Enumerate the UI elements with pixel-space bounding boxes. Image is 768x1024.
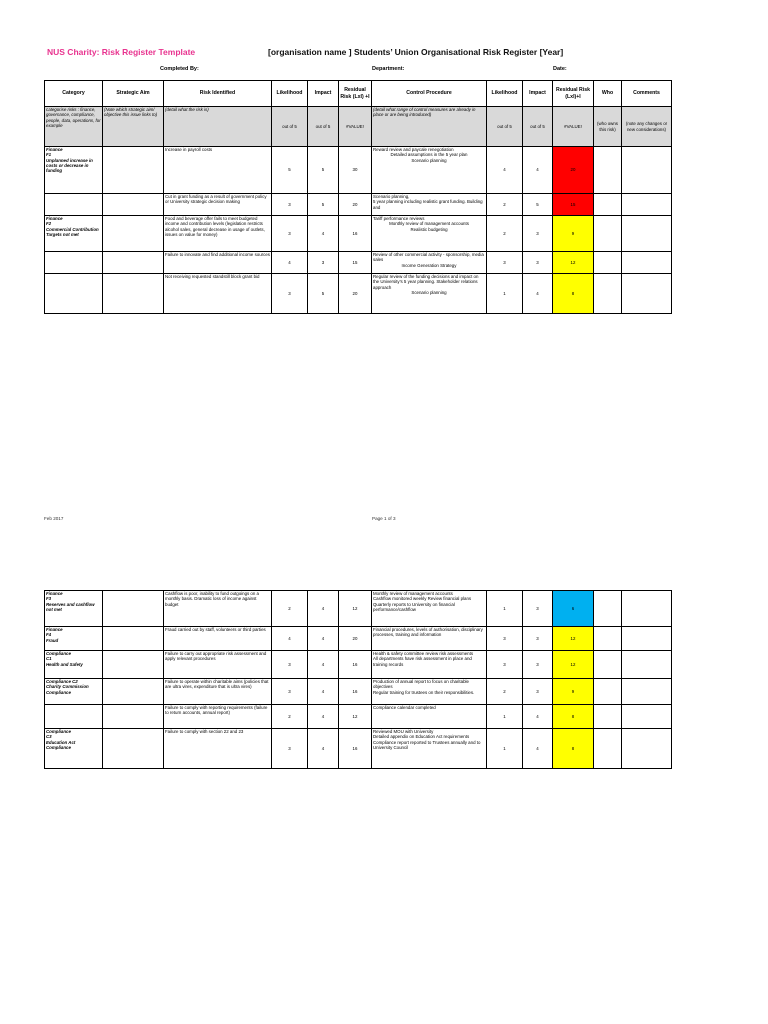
risk-cell: Increase in payroll costs bbox=[164, 147, 272, 194]
impact-2-cell: 3 bbox=[523, 252, 553, 274]
category-line: Education Act Compliance bbox=[46, 739, 76, 750]
category-line: Health and Safety bbox=[46, 661, 83, 667]
col-header-who: Who bbox=[594, 81, 622, 107]
col-header-likelihood-2: Likelihood bbox=[487, 81, 523, 107]
impact-2-cell: 5 bbox=[523, 194, 553, 216]
residual-risk-cell: 16 bbox=[339, 679, 372, 705]
likelihood-cell: 5 bbox=[272, 147, 308, 194]
control-procedure-cell bbox=[372, 252, 487, 274]
impact-cell: 4 bbox=[308, 651, 339, 679]
strategic-aim-cell bbox=[103, 627, 164, 651]
control-line: Financial procedures, levels of authorisation, disciplinary processes, training and information bbox=[373, 627, 483, 638]
control-line: 5 year planning including realistic grant funding. Building and bbox=[373, 199, 483, 210]
residual-risk-2-cell: 8 bbox=[553, 705, 594, 729]
likelihood-cell: 2 bbox=[272, 705, 308, 729]
residual-risk-cell: 20 bbox=[339, 274, 372, 314]
residual-risk-cell: 12 bbox=[339, 705, 372, 729]
control-line: Tariff performance reviews bbox=[373, 216, 425, 221]
likelihood-cell: 2 bbox=[272, 591, 308, 627]
residual-risk-2-cell: 8 bbox=[553, 274, 594, 314]
control-procedure-cell bbox=[372, 194, 487, 216]
guide-residual: #VALUE! bbox=[339, 107, 372, 147]
comments-cell bbox=[622, 651, 672, 679]
category-line: F3 bbox=[46, 596, 52, 602]
likelihood-cell: 4 bbox=[272, 252, 308, 274]
control-line: Regular training for trustees on their responsibilities. bbox=[373, 689, 475, 695]
who-cell bbox=[594, 627, 622, 651]
category-cell bbox=[45, 591, 103, 627]
guide-residual-2: #VALUE! bbox=[553, 107, 594, 147]
category-line: Finance bbox=[46, 591, 63, 596]
strategic-aim-cell bbox=[103, 147, 164, 194]
residual-risk-cell: 16 bbox=[339, 216, 372, 252]
impact-cell: 5 bbox=[308, 147, 339, 194]
impact-cell: 3 bbox=[308, 252, 339, 274]
control-line: Production of annual report to focus on charitable objectives bbox=[373, 679, 469, 690]
residual-risk-cell: 16 bbox=[339, 729, 372, 769]
who-cell bbox=[594, 147, 622, 194]
control-procedure-cell bbox=[372, 274, 487, 314]
control-line: Review of other commercial activity - sponsorship, media sales bbox=[373, 252, 484, 263]
category-line: Commercial Contribution Targets not met bbox=[46, 226, 99, 237]
likelihood-cell: 3 bbox=[272, 651, 308, 679]
likelihood-2-cell: 1 bbox=[487, 729, 523, 769]
strategic-aim-cell bbox=[103, 252, 164, 274]
who-cell bbox=[594, 651, 622, 679]
residual-risk-cell: 20 bbox=[339, 194, 372, 216]
impact-cell: 4 bbox=[308, 627, 339, 651]
guide-strategic-aim: (Note which strategic aim/ objective this issue links to) bbox=[103, 107, 164, 147]
table-row bbox=[45, 252, 672, 274]
control-line: Scenario planning bbox=[411, 289, 447, 295]
risk-cell: Cashflow is poor, inability to fund outgoings on a monthly basis. Dramatic loss of income against budget bbox=[164, 591, 272, 627]
residual-risk-2-cell: 6 bbox=[553, 591, 594, 627]
guide-likelihood: out of 5 bbox=[272, 107, 308, 147]
residual-risk-cell: 20 bbox=[339, 627, 372, 651]
comments-cell bbox=[622, 705, 672, 729]
comments-cell bbox=[622, 591, 672, 627]
likelihood-2-cell: 1 bbox=[487, 591, 523, 627]
strategic-aim-cell bbox=[103, 194, 164, 216]
residual-risk-2-cell: 9 bbox=[553, 216, 594, 252]
guide-impact: out of 5 bbox=[308, 107, 339, 147]
impact-2-cell: 4 bbox=[523, 705, 553, 729]
category-line: F1 bbox=[46, 152, 52, 158]
impact-2-cell: 3 bbox=[523, 651, 553, 679]
category-cell bbox=[45, 274, 103, 314]
template-title: NUS Charity: Risk Register Template bbox=[47, 47, 196, 57]
impact-2-cell: 3 bbox=[523, 216, 553, 252]
who-cell bbox=[594, 216, 622, 252]
category-cell bbox=[45, 679, 103, 705]
impact-2-cell: 3 bbox=[523, 679, 553, 705]
impact-2-cell: 4 bbox=[523, 729, 553, 769]
table-row bbox=[45, 216, 672, 252]
impact-2-cell: 3 bbox=[523, 591, 553, 627]
completed-by-label: Completed By: bbox=[160, 66, 199, 72]
comments-cell bbox=[622, 627, 672, 651]
control-line: Health & safety committee review risk assessments bbox=[373, 651, 474, 656]
residual-risk-2-cell: 12 bbox=[553, 651, 594, 679]
control-line: Compliance report reported to Trustees annually and to University Council bbox=[373, 739, 481, 750]
category-line: Compliance bbox=[46, 651, 71, 656]
likelihood-2-cell: 4 bbox=[487, 147, 523, 194]
likelihood-cell: 3 bbox=[272, 729, 308, 769]
category-cell bbox=[45, 147, 103, 194]
impact-cell: 4 bbox=[308, 591, 339, 627]
impact-cell: 4 bbox=[308, 729, 339, 769]
control-line: Regular review of the funding decisions and impact on the University’s 5 year planning. Stakeholder relations approach bbox=[373, 274, 479, 290]
column-header-row bbox=[45, 81, 672, 107]
guide-likelihood-2: out of 5 bbox=[487, 107, 523, 147]
residual-risk-cell: 15 bbox=[339, 252, 372, 274]
strategic-aim-cell bbox=[103, 216, 164, 252]
impact-cell: 4 bbox=[308, 216, 339, 252]
category-line: F4 bbox=[46, 632, 52, 638]
guide-comments: (note any changes or new considerations) bbox=[622, 107, 672, 147]
category-cell bbox=[45, 252, 103, 274]
category-line: Fraud bbox=[46, 637, 59, 643]
col-header-strategic-aim: Strategic Aim bbox=[103, 81, 164, 107]
department-label: Department: bbox=[372, 66, 405, 72]
impact-cell: 4 bbox=[308, 705, 339, 729]
strategic-aim-cell bbox=[103, 729, 164, 769]
likelihood-cell: 3 bbox=[272, 216, 308, 252]
likelihood-cell: 3 bbox=[272, 274, 308, 314]
category-line: Finance bbox=[46, 147, 63, 152]
table-row bbox=[45, 627, 672, 651]
table-row bbox=[45, 591, 672, 627]
guide-impact-2: out of 5 bbox=[523, 107, 553, 147]
control-line: All departments have risk assessment in place and training records bbox=[373, 656, 472, 667]
control-line: Detailed appendix on Education Act requirements bbox=[373, 734, 470, 740]
likelihood-2-cell: 3 bbox=[487, 651, 523, 679]
col-header-likelihood: Likelihood bbox=[272, 81, 308, 107]
col-header-residual-risk: Residual Risk (LxI) +I bbox=[339, 81, 372, 107]
control-procedure-cell bbox=[372, 679, 487, 705]
table-row bbox=[45, 729, 672, 769]
control-line: Realistic budgeting bbox=[410, 226, 448, 232]
impact-2-cell: 4 bbox=[523, 274, 553, 314]
category-cell bbox=[45, 216, 103, 252]
who-cell bbox=[594, 252, 622, 274]
col-header-residual-risk-2: Residual Risk (LxI)+I bbox=[553, 81, 594, 107]
control-line: Reward review and paycale renegotiation bbox=[373, 147, 454, 152]
register-title: [organisation name ] Students’ Union Organisational Risk Register [Year] bbox=[268, 47, 564, 57]
category-line: C3 bbox=[46, 734, 52, 740]
footer-page-number: Page 1 of 3 bbox=[372, 516, 396, 521]
comments-cell bbox=[622, 274, 672, 314]
control-procedure-cell bbox=[372, 627, 487, 651]
strategic-aim-cell bbox=[103, 591, 164, 627]
table-row bbox=[45, 651, 672, 679]
impact-cell: 5 bbox=[308, 274, 339, 314]
who-cell bbox=[594, 729, 622, 769]
col-header-impact: Impact bbox=[308, 81, 339, 107]
control-line: Quarterly reports to University on financial performance/cashflow bbox=[373, 601, 455, 612]
strategic-aim-cell bbox=[103, 651, 164, 679]
control-line: Monthly review of management accounts bbox=[373, 591, 453, 596]
category-line: C1 bbox=[46, 656, 52, 662]
residual-risk-2-cell: 15 bbox=[553, 194, 594, 216]
col-header-comments: Comments bbox=[622, 81, 672, 107]
control-line: Scenario planning bbox=[411, 157, 447, 163]
col-header-control-procedure: Control Procedure bbox=[372, 81, 487, 107]
category-line: Finance bbox=[46, 216, 63, 221]
likelihood-2-cell: 2 bbox=[487, 679, 523, 705]
who-cell bbox=[594, 274, 622, 314]
likelihood-2-cell: 1 bbox=[487, 705, 523, 729]
guide-who: (who owns this risk) bbox=[594, 107, 622, 147]
risk-register-table-page2 bbox=[44, 590, 672, 769]
strategic-aim-cell bbox=[103, 679, 164, 705]
col-header-category: Category bbox=[45, 81, 103, 107]
category-cell bbox=[45, 729, 103, 769]
category-line: Compliance C2 bbox=[46, 679, 78, 684]
table-row bbox=[45, 679, 672, 705]
category-line: F2 bbox=[46, 221, 52, 227]
category-cell bbox=[45, 194, 103, 216]
who-cell bbox=[594, 679, 622, 705]
comments-cell bbox=[622, 216, 672, 252]
residual-risk-cell: 30 bbox=[339, 147, 372, 194]
date-label: Date: bbox=[553, 66, 567, 72]
impact-2-cell: 3 bbox=[523, 627, 553, 651]
control-line: Cashflow monitored weekly Review financial plans bbox=[373, 596, 472, 602]
residual-risk-2-cell: 9 bbox=[553, 679, 594, 705]
likelihood-2-cell: 3 bbox=[487, 252, 523, 274]
likelihood-cell: 3 bbox=[272, 194, 308, 216]
risk-cell: Failure to comply with section 22 and 23 bbox=[164, 729, 272, 769]
likelihood-2-cell: 2 bbox=[487, 194, 523, 216]
control-line: Detailed assumptions in the 5 year plan bbox=[390, 152, 468, 158]
risk-cell: Cut in grant funding as a result of government policy or University strategic decision making bbox=[164, 194, 272, 216]
control-procedure-cell bbox=[372, 591, 487, 627]
impact-2-cell: 4 bbox=[523, 147, 553, 194]
risk-cell: Failure to comply with reporting requirements (failure to return accounts, annual report) bbox=[164, 705, 272, 729]
control-line: Income Generation Strategy bbox=[401, 262, 457, 268]
control-line: Monthly review of management accounts bbox=[389, 221, 469, 227]
guide-category: categorise risks : finance, governance, compliance, people, data, operations, for example bbox=[45, 107, 103, 147]
table-row bbox=[45, 274, 672, 314]
footer-date: Feb 2017 bbox=[44, 516, 64, 521]
category-cell bbox=[45, 651, 103, 679]
comments-cell bbox=[622, 679, 672, 705]
impact-cell: 4 bbox=[308, 679, 339, 705]
residual-risk-2-cell: 12 bbox=[553, 252, 594, 274]
risk-cell: Food and beverage offer fails to meet budgeted income and contribution levels (legislation restricts alcohol sales, general decrease in usage of outlets, issues on value for money) bbox=[164, 216, 272, 252]
control-line: Scenario planning, bbox=[373, 194, 410, 199]
control-procedure-cell bbox=[372, 216, 487, 252]
control-procedure-cell bbox=[372, 651, 487, 679]
likelihood-2-cell: 2 bbox=[487, 216, 523, 252]
comments-cell bbox=[622, 729, 672, 769]
likelihood-cell: 3 bbox=[272, 679, 308, 705]
risk-register-table-page1 bbox=[44, 80, 672, 314]
category-cell bbox=[45, 627, 103, 651]
col-header-risk-identified: Risk Identified bbox=[164, 81, 272, 107]
category-line: Reserves and cashflow not met bbox=[46, 601, 95, 612]
table-row bbox=[45, 147, 672, 194]
residual-risk-cell: 12 bbox=[339, 591, 372, 627]
comments-cell bbox=[622, 194, 672, 216]
who-cell bbox=[594, 705, 622, 729]
likelihood-cell: 4 bbox=[272, 627, 308, 651]
category-line: Charity Commission Compliance bbox=[46, 684, 89, 695]
residual-risk-cell: 16 bbox=[339, 651, 372, 679]
impact-cell: 5 bbox=[308, 194, 339, 216]
control-procedure-cell bbox=[372, 705, 487, 729]
category-line: Finance bbox=[46, 627, 63, 632]
category-line: Unplanned increase in costs or decrease in funding bbox=[46, 157, 93, 174]
comments-cell bbox=[622, 252, 672, 274]
category-line: Compliance bbox=[46, 729, 71, 734]
strategic-aim-cell bbox=[103, 274, 164, 314]
table-row bbox=[45, 194, 672, 216]
who-cell bbox=[594, 194, 622, 216]
table-row bbox=[45, 705, 672, 729]
risk-cell: Failure to carry out appropriate risk assessment and apply relevant procedures bbox=[164, 651, 272, 679]
comments-cell bbox=[622, 147, 672, 194]
strategic-aim-cell bbox=[103, 705, 164, 729]
risk-cell: Not receiving requested standstill block grant bid bbox=[164, 274, 272, 314]
guide-control: (detail what range of control measures are already in place or are being introduced) bbox=[372, 107, 487, 147]
col-header-impact-2: Impact bbox=[523, 81, 553, 107]
likelihood-2-cell: 1 bbox=[487, 274, 523, 314]
category-cell bbox=[45, 705, 103, 729]
residual-risk-2-cell: 8 bbox=[553, 729, 594, 769]
guide-risk: (detail what the risk is) bbox=[164, 107, 272, 147]
guidance-row bbox=[45, 107, 672, 147]
residual-risk-2-cell: 12 bbox=[553, 627, 594, 651]
control-procedure-cell bbox=[372, 147, 487, 194]
control-procedure-cell bbox=[372, 729, 487, 769]
control-line: Compliance calendar completed bbox=[373, 705, 436, 710]
who-cell bbox=[594, 591, 622, 627]
control-line: Reviewed MOU with University bbox=[373, 729, 434, 734]
residual-risk-2-cell: 20 bbox=[553, 147, 594, 194]
risk-cell: Failure to innovate and find additional income sources bbox=[164, 252, 272, 274]
likelihood-2-cell: 3 bbox=[487, 627, 523, 651]
risk-cell: Fraud carried out by staff, volunteers or third parties bbox=[164, 627, 272, 651]
risk-cell: Failure to operate within charitable aims (policies that are ultra vires, expenditure that is ultra vires) bbox=[164, 679, 272, 705]
